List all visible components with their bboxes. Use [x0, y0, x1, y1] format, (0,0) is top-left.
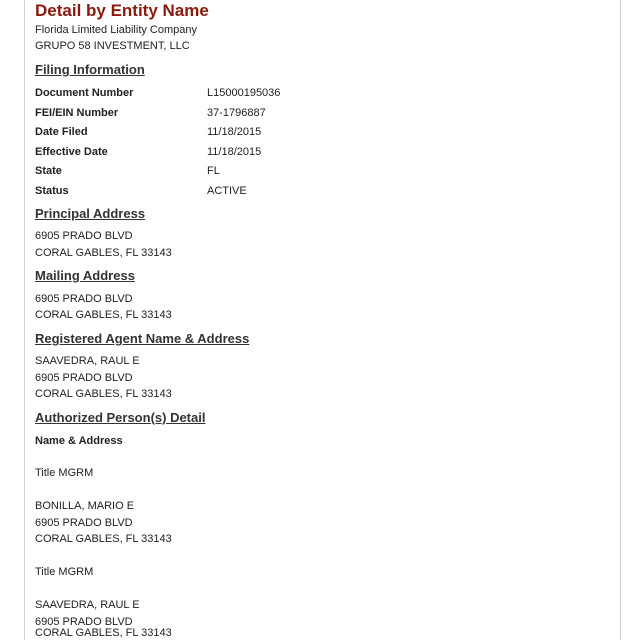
- effective-date-value: 11/18/2015: [207, 146, 262, 158]
- registered-agent-line: CORAL GABLES, FL 33143: [35, 388, 172, 400]
- entity-type: Florida Limited Liability Company: [35, 24, 198, 36]
- person-address-line: SAAVEDRA, RAUL E: [35, 599, 140, 611]
- mailing-address-line: CORAL GABLES, FL 33143: [35, 309, 172, 321]
- status-value: ACTIVE: [207, 185, 247, 197]
- fei-ein-label: FEI/EIN Number: [35, 107, 119, 119]
- detail-panel: [24, 0, 621, 640]
- registered-agent-heading: Registered Agent Name & Address: [35, 331, 250, 346]
- document-number-value: L15000195036: [207, 87, 281, 99]
- effective-date-label: Effective Date: [35, 146, 108, 158]
- mailing-address-line: 6905 PRADO BLVD: [35, 293, 133, 305]
- entity-name: GRUPO 58 INVESTMENT, LLC: [35, 40, 190, 52]
- principal-address-line: CORAL GABLES, FL 33143: [35, 247, 172, 259]
- principal-address-heading: Principal Address: [35, 206, 146, 221]
- status-label: Status: [35, 185, 69, 197]
- registered-agent-line: 6905 PRADO BLVD: [35, 372, 133, 384]
- person-address-line: CORAL GABLES, FL 33143: [35, 627, 172, 639]
- person-address-line: 6905 PRADO BLVD: [35, 616, 133, 628]
- filing-information-heading: Filing Information: [35, 62, 145, 77]
- page-title: Detail by Entity Name: [35, 1, 209, 20]
- registered-agent-line: SAAVEDRA, RAUL E: [35, 355, 140, 367]
- date-filed-value: 11/18/2015: [207, 126, 262, 138]
- person-address-line: BONILLA, MARIO E: [35, 500, 135, 512]
- person-address-line: 6905 PRADO BLVD: [35, 517, 133, 529]
- person-address-line: CORAL GABLES, FL 33143: [35, 533, 172, 545]
- state-label: State: [35, 165, 62, 177]
- mailing-address-heading: Mailing Address: [35, 268, 135, 283]
- fei-ein-value: 37-1796887: [207, 107, 266, 119]
- name-address-subheading: Name & Address: [35, 435, 123, 447]
- person-title: Title MGRM: [35, 566, 94, 578]
- authorized-persons-heading: Authorized Person(s) Detail: [35, 410, 206, 425]
- state-value: FL: [207, 165, 220, 177]
- person-title: Title MGRM: [35, 467, 94, 479]
- document-number-label: Document Number: [35, 87, 134, 99]
- principal-address-line: 6905 PRADO BLVD: [35, 230, 133, 242]
- date-filed-label: Date Filed: [35, 126, 88, 138]
